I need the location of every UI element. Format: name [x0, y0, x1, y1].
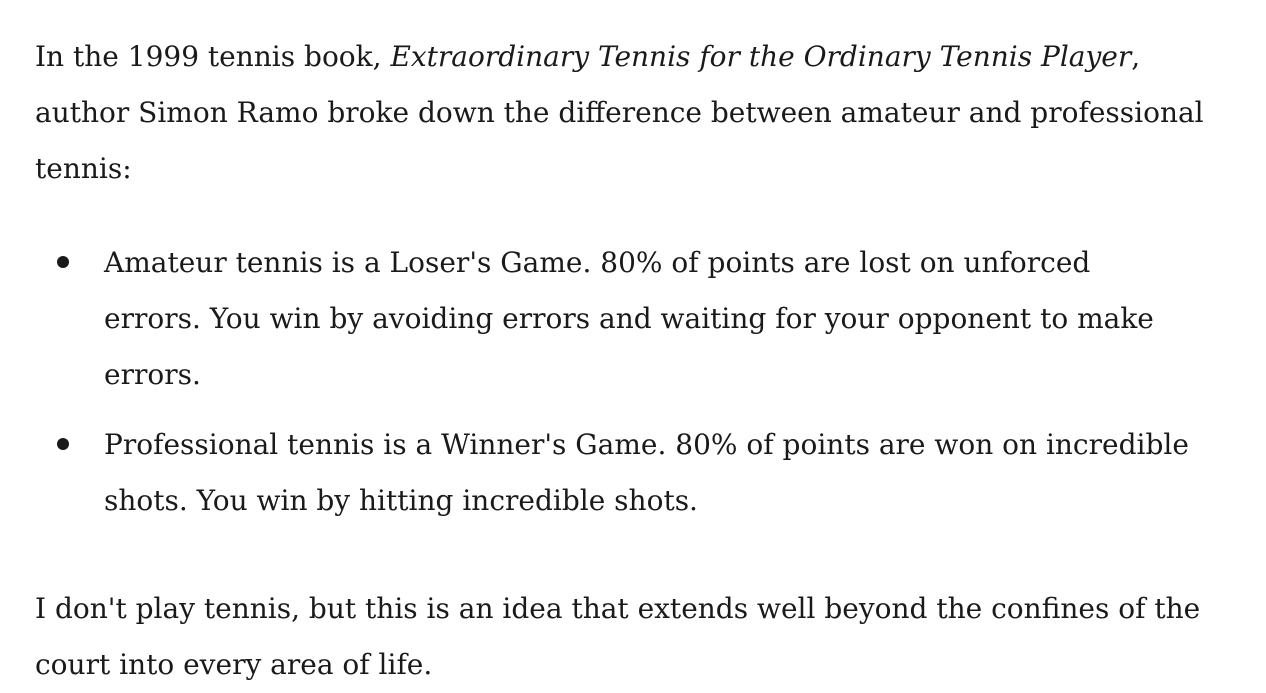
intro-text-before: In the 1999 tennis book, [35, 40, 391, 73]
list-item-text: Amateur tennis is a Loser's Game. 80% of points are lost on unforced errors. You win by avoiding errors and waiting for your opponent to make errors. [104, 246, 1154, 391]
bullet-list [35, 235, 1235, 529]
list-item [35, 417, 1194, 529]
intro-text-after: , author Simon Ramo broke down the difference between amateur and professional tennis: [35, 40, 1204, 185]
bullet-icon [57, 438, 69, 450]
list-item [35, 235, 1194, 403]
book-title: Extraordinary Tennis for the Ordinary Tennis Player [390, 40, 1132, 73]
closing-paragraph: I don't play tennis, but this is an idea that extends well beyond the confines of the court into every area of life. [35, 592, 1201, 681]
bullet-icon [57, 256, 69, 268]
intro-paragraph [35, 29, 1235, 197]
list-item-text: Professional tennis is a Winner's Game. 80% of points are won on incredible shots. You win by hitting incredible shots. [104, 428, 1189, 517]
article-body [35, 29, 1235, 693]
